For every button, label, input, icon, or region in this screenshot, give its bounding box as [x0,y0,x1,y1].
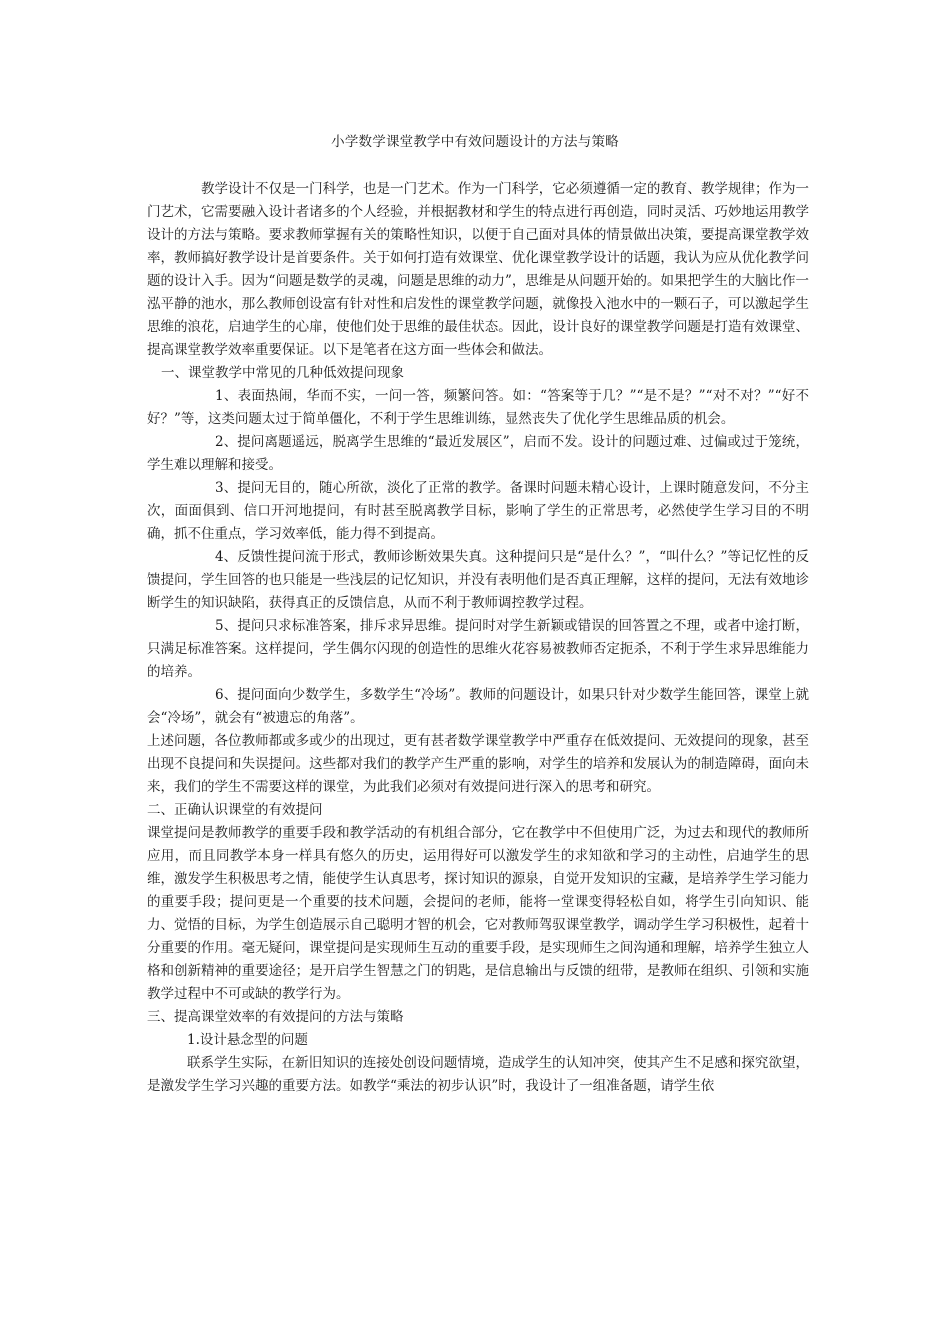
list-item: 2、提问离题遥远，脱离学生思维的“最近发展区”，启而不发。设计的问题过难、过偏或过于笼统，学生难以理解和接受。 [147,434,809,473]
subsection-heading: 1.设计悬念型的问题 [187,1032,308,1048]
body-paragraph: 课堂提问是教师教学的重要手段和教学活动的有机组合部分，它在教学中不但使用广泛，为过去和现代的教师所应用，而且同教学本身一样具有悠久的历史，运用得好可以激发学生的求知欲和学习的主动性，启迪学生的思维，激发学生积极思考之情，能使学生认真思考，探讨知识的源泉，自觉开发知识的宝藏，是培养学生学习能力的重要手段；提问更是一个重要的技术问题，会提问的老师，能将一堂课变得轻松自如，将学生引向知识、能力、觉悟的目标，为学生创造展示自己聪明才智的机会，它对教师驾驭课堂教学，调动学生学习积极性，起着十分重要的作用。毫无疑问，课堂提问是实现师生互动的重要手段，是实现师生之间沟通和理解，培养学生独立人格和创新精神的重要途径；是开启学生智慧之门的钥匙，是信息输出与反馈的纽带，是教师在组织、引领和实施教学过程中不可或缺的教学行为。 [147,825,809,1002]
list-item: 6、提问面向少数学生，多数学生“冷场”。教师的问题设计，如果只针对少数学生能回答，课堂上就会“冷场”，就会有“被遗忘的角落”。 [147,687,809,726]
document-body [147,178,809,1098]
section-heading-2: 二、正确认识课堂的有效提问 [147,802,323,818]
section-heading-1: 一、课堂教学中常见的几种低效提问现象 [161,365,404,381]
body-paragraph: 联系学生实际，在新旧知识的连接处创设问题情境，造成学生的认知冲突，使其产生不足感和探究欲望，是激发学生学习兴趣的重要方法。如教学“乘法的初步认识”时，我设计了一组准备题，请学生依 [147,1055,809,1094]
section-heading-3: 三、提高课堂效率的有效提问的方法与策略 [147,1009,404,1025]
list-item: 1、表面热闹，华而不实，一问一答，频繁问答。如：“答案等于几？”“是不是？”“对不对？”“好不好？”等，这类问题太过于简单僵化，不利于学生思维训练，显然丧失了优化学生思维品质的机会。 [147,388,809,427]
summary-paragraph: 上述问题，各位教师都或多或少的出现过，更有甚者数学课堂教学中严重存在低效提问、无效提问的现象，甚至出现不良提问和失误提问。这些都对我们的教学产生严重的影响，对学生的培养和发展认为的制造障碍，面向未来，我们的学生不需要这样的课堂，为此我们必须对有效提问进行深入的思考和研究。 [147,733,809,795]
document-title: 小学数学课堂教学中有效问题设计的方法与策略 [331,134,619,150]
list-item: 4、反馈性提问流于形式，教师诊断效果失真。这种提问只是“是什么？”，“叫什么？”等记忆性的反馈提问，学生回答的也只能是一些浅层的记忆知识，并没有表明他们是否真正理解，这样的提问，无法有效地诊断学生的知识缺陷，获得真正的反馈信息，从而不利于教师调控教学过程。 [147,549,809,611]
list-item: 5、提问只求标准答案，排斥求异思维。提问时对学生新颖或错误的回答置之不理，或者中途打断，只满足标准答案。这样提问，学生偶尔闪现的创造性的思维火花容易被教师否定扼杀，不利于学生求异思维能力的培养。 [147,618,809,680]
list-item: 3、提问无目的，随心所欲，淡化了正常的教学。备课时问题未精心设计，上课时随意发问，不分主次，面面俱到、信口开河地提问，有时甚至脱离教学目标，影响了学生的正常思考，必然使学生学习目的不明确，抓不住重点，学习效率低，能力得不到提高。 [147,480,809,542]
intro-paragraph: 教学设计不仅是一门科学，也是一门艺术。作为一门科学，它必须遵循一定的教育、教学规律；作为一门艺术，它需要融入设计者诸多的个人经验，并根据教材和学生的特点进行再创造，同时灵活、巧妙地运用教学设计的方法与策略。要求教师掌握有关的策略性知识，以便于自己面对具体的情景做出决策，要提高课堂教学效率，教师搞好教学设计是首要条件。关于如何打造有效课堂、优化课堂教学设计的话题，我认为应从优化教学问题的设计入手。因为“问题是数学的灵魂，问题是思维的动力”，思维是从问题开始的。如果把学生的大脑比作一泓平静的池水，那么教师创设富有针对性和启发性的课堂教学问题，就像投入池水中的一颗石子，可以激起学生思维的浪花，启迪学生的心扉，使他们处于思维的最佳状态。因此，设计良好的课堂教学问题是打造有效课堂、提高课堂教学效率重要保证。以下是笔者在这方面一些体会和做法。 [147,181,809,358]
